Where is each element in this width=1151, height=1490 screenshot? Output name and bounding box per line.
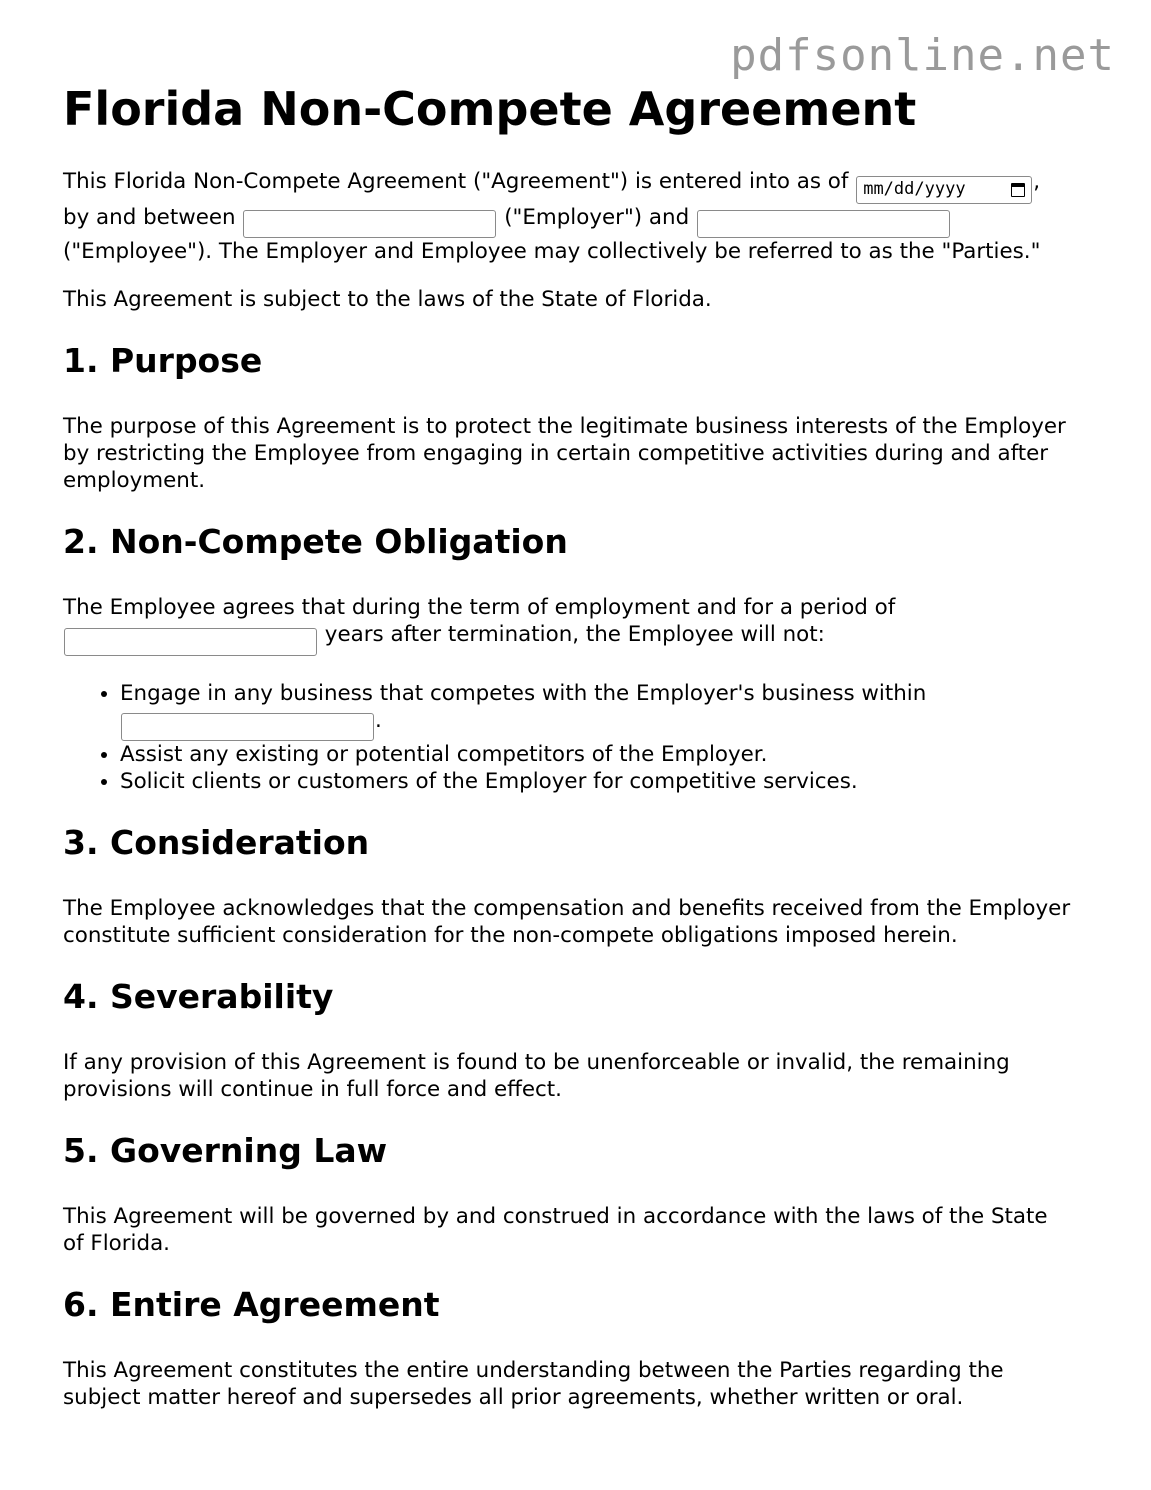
section-body-governing-law: This Agreement will be governed by and construed in accordance with the laws of the State of Florida. [63, 1204, 1048, 1256]
intro-text-2: , by and between [63, 169, 1041, 230]
watermark: pdfsonline.net [730, 30, 1115, 81]
law-note: This Agreement is subject to the laws of the State of Florida. [63, 287, 712, 312]
calendar-icon[interactable] [1011, 183, 1025, 197]
employer-name-input[interactable] [243, 210, 496, 238]
obligation-text-1: The Employee agrees that during the term of employment and for a period of [63, 595, 896, 620]
intro-text-3: ("Employer") and [497, 204, 696, 230]
list-item-engage [120, 680, 1073, 742]
section-governing-law [63, 1130, 1073, 1257]
section-purpose [63, 340, 1073, 494]
section-body-purpose: The purpose of this Agreement is to protect the legitimate business interests of the Employer by restricting the Employee from engaging in certain competitive activities during and after employment. [63, 414, 1066, 493]
section-body-entire-agreement: This Agreement constitutes the entire understanding between the Parties regarding the subject matter hereof and supersedes all prior agreements, whether written or oral. [63, 1358, 1004, 1410]
obligation-text-2: years after termination, the Employee will not: [318, 622, 825, 647]
section-severability [63, 976, 1073, 1103]
section-heading-governing-law: 5. Governing Law [63, 1131, 388, 1170]
intro-text-4: ("Employee"). The Employer and Employee may collectively be referred to as the "Parties." [63, 239, 1041, 264]
obligation-list [63, 680, 1073, 796]
engage-suffix: . [375, 707, 382, 733]
employee-name-input[interactable] [697, 210, 950, 238]
section-heading-purpose: 1. Purpose [63, 341, 263, 380]
document-page [63, 80, 1073, 1411]
section-body-consideration: The Employee acknowledges that the compensation and benefits received from the Employer constitute sufficient consideration for the non-compete obligations imposed herein. [63, 896, 1071, 948]
list-item-solicit: • Solicit clients or customers of the Employer for competitive services. [120, 768, 1073, 795]
geographic-area-input[interactable] [121, 713, 374, 741]
section-body-obligation [63, 594, 1073, 656]
section-body-severability: If any provision of this Agreement is found to be unenforceable or invalid, the remaining provisions will continue in full force and effect. [63, 1050, 1010, 1102]
engage-text: Engage in any business that competes with the Employer's business within [120, 680, 927, 706]
intro-text-1: This Florida Non-Compete Agreement ("Agreement") is entered into as of [63, 169, 856, 194]
date-placeholder: mm/dd/yyyy [863, 179, 966, 199]
intro-paragraph [63, 168, 1073, 265]
section-heading-entire-agreement: 6. Entire Agreement [63, 1285, 440, 1324]
section-heading-obligation: 2. Non-Compete Obligation [63, 522, 568, 561]
section-heading-consideration: 3. Consideration [63, 823, 370, 862]
list-item-assist: • Assist any existing or potential competitors of the Employer. [120, 741, 1073, 768]
section-entire-agreement [63, 1284, 1073, 1411]
section-consideration [63, 822, 1073, 949]
page-title: Florida Non-Compete Agreement [63, 82, 917, 136]
years-input[interactable] [64, 628, 317, 656]
section-non-compete-obligation [63, 521, 1073, 795]
agreement-date-field[interactable] [856, 176, 1032, 204]
section-heading-severability: 4. Severability [63, 977, 334, 1016]
